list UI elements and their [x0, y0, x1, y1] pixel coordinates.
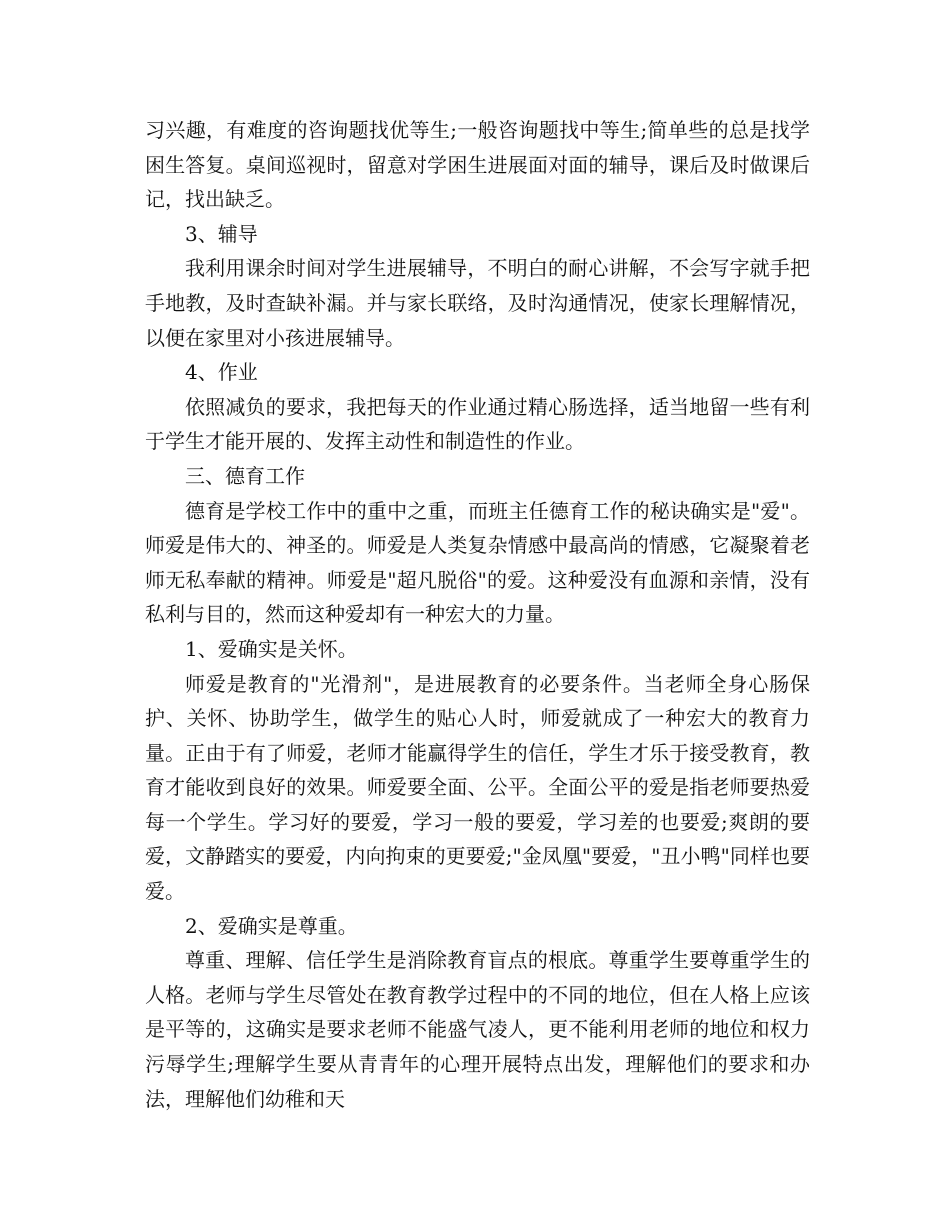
heading-homework: 4、作业: [185, 360, 258, 385]
heading-moral-education: 三、德育工作: [185, 463, 305, 488]
heading-love-is-respect: 2、爱确实是尊重。: [185, 913, 358, 938]
paragraph-love-is-care: 师爱是教育的"光滑剂"，是进展教育的必要条件。当老师全身心肠保护、关怀、协助学生，做学生的贴心人时，师爱就成了一种宏大的教育力量。正由于有了师爱，老师才能赢得学生的信任，学生才乐于接受教育，教育才能收到良好的效果。师爱要全面、公平。全面公平的爱是指老师要热爱每一个学生。学习好的要爱，学习一般的要爱，学习差的也要爱;爽朗的要爱，文静踏实的要爱，内向拘束的更要爱;"金凤凰"要爱，"丑小鸭"同样也要爱。: [145, 671, 810, 904]
paragraph-tutoring: 我利用课余时间对学生进展辅导，不明白的耐心讲解，不会写字就手把手地教，及时查缺补漏。并与家长联络，及时沟通情况，使家长理解情况，以便在家里对小孩进展辅导。: [145, 256, 810, 350]
heading-love-is-care: 1、爱确实是关怀。: [185, 636, 358, 661]
paragraph-moral-education: 德育是学校工作中的重中之重，而班主任德育工作的秘诀确实是"爱"。师爱是伟大的、神圣的。师爱是人类复杂情感中最高尚的情感，它凝聚着老师无私奉献的精神。师爱是"超凡脱俗"的爱。这种爱没有血源和亲情，没有私利与目的，然而这种爱却有一种宏大的力量。: [145, 498, 810, 627]
heading-tutoring: 3、辅导: [185, 221, 258, 246]
document-body: [145, 113, 810, 1116]
paragraph-continued: 习兴趣，有难度的咨询题找优等生;一般咨询题找中等生;简单些的总是找学困生答复。桌间巡视时，留意对学困生进展面对面的辅导，课后及时做课后记，找出缺乏。: [145, 118, 810, 212]
paragraph-homework: 依照减负的要求，我把每天的作业通过精心肠选择，适当地留一些有利于学生才能开展的、发挥主动性和制造性的作业。: [145, 394, 810, 454]
paragraph-love-is-respect: 尊重、理解、信任学生是消除教育盲点的根底。尊重学生要尊重学生的人格。老师与学生尽管处在教育教学过程中的不同的地位，但在人格上应该是平等的，这确实是要求老师不能盛气凌人，更不能利用老师的地位和权力污辱学生;理解学生要从青青年的心理开展特点出发，理解他们的要求和办法，理解他们幼稚和天: [145, 948, 810, 1111]
